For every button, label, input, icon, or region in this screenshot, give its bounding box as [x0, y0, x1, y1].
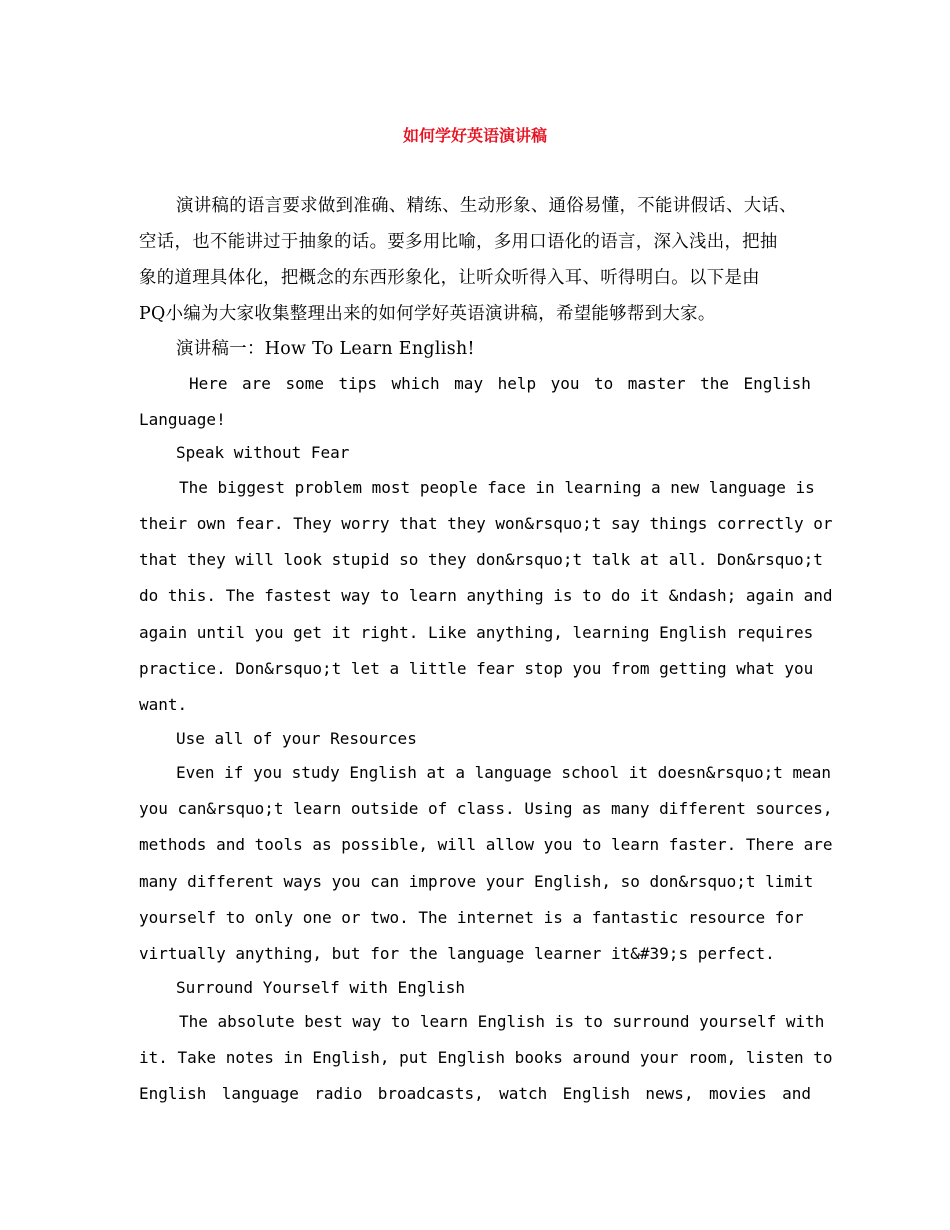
- body-line: The absolute best way to learn English is to surround yourself with: [179, 1012, 825, 1031]
- body-line: virtually anything, but for the language learner it&#39;s perfect.: [139, 944, 775, 963]
- body-line: you can&rsquo;t learn outside of class. Using as many different sources,: [139, 799, 833, 818]
- body-line: The biggest problem most people face in learning a new language is: [179, 478, 815, 497]
- section-heading: Speak without Fear: [176, 443, 350, 462]
- section-heading: Surround Yourself with English: [176, 978, 465, 997]
- section-heading: Use all of your Resources: [176, 729, 417, 748]
- word: which: [391, 374, 440, 393]
- word: the: [700, 374, 729, 393]
- word: help: [497, 374, 537, 393]
- word: are: [242, 374, 271, 393]
- body-line: again until you get it right. Like anything, learning English requires: [139, 623, 814, 642]
- word: radio: [314, 1084, 363, 1103]
- word: master: [627, 374, 686, 393]
- intro-line: 象的道理具体化，把概念的东西形象化，让听众听得入耳、听得明白。以下是由: [139, 268, 760, 288]
- word: tips: [338, 374, 377, 393]
- word: you: [550, 374, 580, 393]
- body-line: practice. Don&rsquo;t let a little fear stop you from getting what you: [139, 659, 814, 678]
- word: news,: [645, 1084, 694, 1103]
- word: and: [782, 1084, 811, 1103]
- word: broadcasts,: [377, 1084, 484, 1103]
- intro-line: 演讲稿的语言要求做到准确、精练、生动形象、通俗易懂，不能讲假话、大话、: [176, 196, 797, 216]
- body-line: want.: [139, 695, 188, 714]
- intro-line: 空话，也不能讲过于抽象的话。要多用比喻，多用口语化的语言，深入浅出，把抽: [139, 232, 778, 252]
- body-line: their own fear. They worry that they won&rsquo;t say things correctly or: [139, 514, 833, 533]
- tips-intro-line: [189, 372, 811, 396]
- word: watch: [499, 1084, 548, 1103]
- word: may: [454, 374, 484, 393]
- body-line: that they will look stupid so they don&rsquo;t talk at all. Don&rsquo;t: [139, 550, 823, 569]
- body-line: Even if you study English at a language school it doesn&rsquo;t mean: [176, 763, 832, 782]
- word: some: [285, 374, 324, 393]
- body-line: [139, 1082, 811, 1106]
- body-line: it. Take notes in English, put English books around your room, listen to: [139, 1048, 833, 1067]
- word: English: [562, 1084, 631, 1103]
- word: Here: [189, 374, 228, 393]
- speech-heading: 演讲稿一：How To Learn English!: [176, 339, 475, 359]
- tips-intro-line: Language!: [139, 410, 226, 429]
- word: to: [594, 374, 614, 393]
- body-line: yourself to only one or two. The internet is a fantastic resource for: [139, 908, 804, 927]
- document-title: 如何学好英语演讲稿: [402, 126, 547, 145]
- body-line: do this. The fastest way to learn anything is to do it &ndash; again and: [139, 586, 833, 605]
- word: English: [743, 374, 811, 393]
- word: language: [221, 1084, 299, 1103]
- word: English: [139, 1084, 207, 1103]
- body-line: many different ways you can improve your English, so don&rsquo;t limit: [139, 872, 814, 891]
- word: movies: [708, 1084, 767, 1103]
- body-line: methods and tools as possible, will allow you to learn faster. There are: [139, 835, 833, 854]
- intro-line: PQ小编为大家收集整理出来的如何学好英语演讲稿，希望能够帮到大家。: [139, 304, 716, 324]
